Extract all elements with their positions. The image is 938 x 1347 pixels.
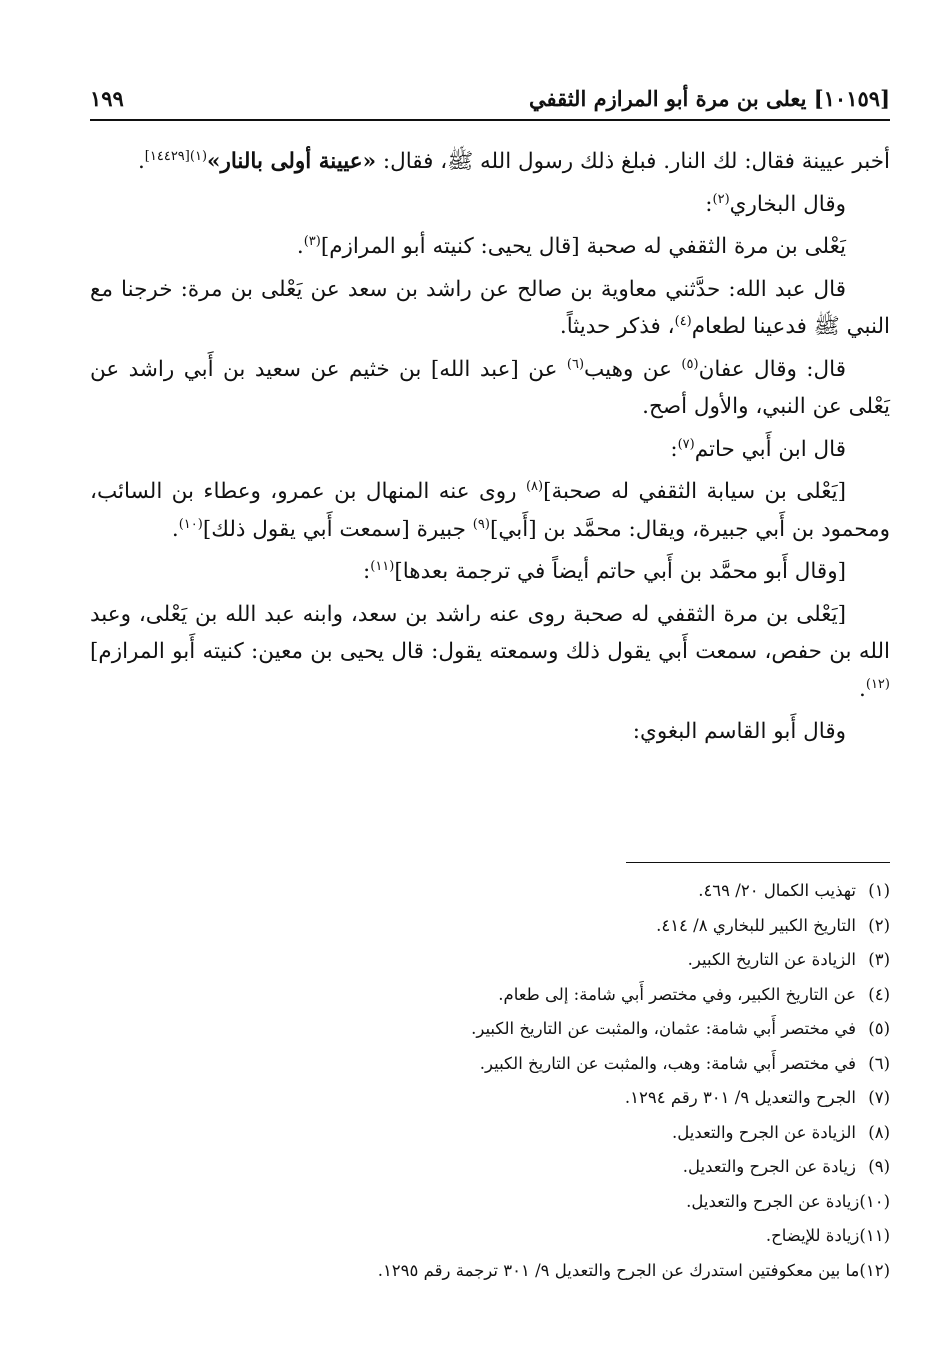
footnote-ref: (٩) — [472, 516, 490, 532]
footnote-text: تهذيب الكمال ٢٠/ ٤٦٩. — [698, 881, 856, 900]
footnote-item — [90, 1047, 890, 1082]
text-run: [وقال أَبو محمَّد بن أَبي حاتم أيضاً في ترجمة بعدها] — [394, 559, 846, 584]
footnote-number: (٨) — [868, 1122, 890, 1142]
text-run: [يَعْلى بن مرة الثقفي له صحبة روى عنه راشد بن سعد، وابنه عبد الله بن يَعْلى، وعبد الله بن حفص، سمعت أَبي يقول ذلك وسمعته يقول: قال يحيى بن معين: كنيته أَبو المرازم] — [90, 601, 890, 664]
footnote-item — [90, 1219, 890, 1254]
footnote-ref: (١٠) — [178, 516, 203, 532]
footnote-number: (٥) — [868, 1019, 890, 1038]
paragraph — [90, 228, 890, 266]
footnote-text: زيادة عن الجرح والتعديل. — [686, 1191, 860, 1211]
text-run: وقال أَبو القاسم البغوي: — [632, 719, 846, 744]
footnote-text: عن التاريخ الكبير، وفي مختصر أَبي شامة: إلى طعام. — [498, 984, 856, 1004]
text-run: روى عنه المنهال بن عمرو، وعطاء بن السائب، ومحمود بن أَبي جبيرة، ويقال: محمَّد بن [أَبي] — [90, 479, 890, 542]
footnote-ref: (١١) — [370, 558, 395, 574]
footnote-item — [90, 1012, 890, 1047]
footnote-number: (٧) — [868, 1088, 890, 1107]
header-divider — [90, 119, 890, 121]
footnote-item — [90, 1081, 890, 1116]
footnote-number: (٤) — [868, 984, 890, 1004]
paragraph — [90, 143, 890, 181]
page-header — [90, 86, 890, 118]
footnote-number: (١) — [868, 881, 890, 900]
footnote-text: زيادة للإيضاح. — [765, 1226, 860, 1245]
text-run: يَعْلى بن مرة الثقفي له صحبة [قال يحيى: كنيته أبو المرازم] — [320, 234, 846, 259]
paragraph — [90, 553, 890, 591]
footnote-item — [90, 978, 890, 1013]
paragraph — [90, 596, 890, 709]
footnote-divider — [626, 862, 890, 863]
footnote-ref: (٨) — [525, 478, 544, 494]
text-run: ، فذكر حديثاً. — [559, 314, 675, 339]
page-number: ١٩٩ — [90, 86, 124, 111]
footnote-number: (٦) — [868, 1053, 890, 1073]
footnote-ref: (١) — [189, 148, 208, 164]
footnote-item — [90, 909, 890, 944]
text-run: وقال البخاري — [729, 191, 846, 217]
footnote-text: في مختصر أَبي شامة: عثمان، والمثبت عن التاريخ الكبير. — [471, 1019, 856, 1038]
paragraph — [90, 431, 890, 469]
main-text — [90, 143, 890, 751]
footnote-ref: (١٢) — [865, 676, 890, 692]
text-run: قال: وقال عفان — [698, 356, 847, 382]
footnote-text: التاريخ الكبير للبخاري ٨/ ٤١٤. — [656, 915, 856, 935]
text-run: . — [171, 516, 179, 542]
footnote-text: ما بين معكوفتين استدرك عن الجرح والتعديل ٩/ ٣٠١ ترجمة رقم ١٢٩٥. — [377, 1260, 860, 1280]
text-run: قال ابن أَبي حاتم — [694, 436, 846, 462]
header-title: [١٠١٥٩] يعلى بن مرة أبو المرازم الثقفي — [528, 86, 890, 111]
footnote-item — [90, 1185, 890, 1220]
text-run: أخبر عيينة فقال: لك النار. فبلغ ذلك رسول الله ﷺ، فقال: — [376, 149, 890, 174]
text-run: . — [296, 234, 304, 259]
footnote-number: (١١) — [859, 1226, 890, 1245]
paragraph — [90, 473, 890, 548]
footnote-text: الزيادة عن الجرح والتعديل. — [672, 1122, 856, 1142]
text-run: جبيرة [سمعت أَبي يقول ذلك] — [202, 516, 473, 542]
footnote-item — [90, 943, 890, 978]
footnote-text: زيادة عن الجرح والتعديل. — [682, 1157, 856, 1176]
footnote-item — [90, 1116, 890, 1151]
text-run: عن وهيب — [584, 356, 682, 382]
text-run: : — [670, 436, 678, 462]
footnote-ref: (٢) — [712, 191, 730, 207]
text-run: : — [362, 559, 371, 584]
paragraph — [90, 271, 890, 346]
footnote-number: (٣) — [868, 950, 890, 969]
cross-ref: [١٤٤٢٩] — [144, 148, 190, 164]
footnote-number: (٩) — [868, 1157, 890, 1176]
bold-quote: «عيينة أولى بالنار» — [207, 149, 377, 174]
text-run: . — [859, 676, 866, 702]
text-run: عن [عبد الله] بن خثيم عن سعيد بن أَبي راشد عن يَعْلى عن النبي، والأول أصح. — [90, 356, 890, 419]
footnote-item — [90, 1150, 890, 1185]
footnote-number: (١٢) — [859, 1260, 890, 1280]
footnote-ref: (٦) — [566, 356, 585, 372]
footnote-ref: (٣) — [303, 233, 321, 249]
footnote-ref: (٤) — [674, 313, 692, 329]
text-run: : — [705, 191, 713, 217]
text-run: قال عبد الله: حدَّثني معاوية بن صالح عن راشد بن سعد عن يَعْلى بن مرة: خرجنا مع النبي ﷺ فدعينا لطعام — [90, 276, 890, 339]
paragraph — [90, 186, 890, 224]
footnote-ref: (٧) — [677, 436, 695, 452]
footnote-text: الزيادة عن التاريخ الكبير. — [687, 950, 856, 969]
footnote-number: (٢) — [868, 915, 890, 935]
footnotes — [90, 874, 890, 1288]
footnote-text: الجرح والتعديل ٩/ ٣٠١ رقم ١٢٩٤. — [624, 1088, 856, 1107]
text-run: . — [137, 149, 145, 174]
footnote-number: (١٠) — [859, 1191, 890, 1211]
footnote-ref: (٥) — [681, 356, 699, 372]
footnote-text: في مختصر أَبي شامة: وهب، والمثبت عن التاريخ الكبير. — [479, 1053, 856, 1073]
paragraph — [90, 351, 890, 426]
footnote-item — [90, 1254, 890, 1289]
text-run: [يَعْلى بن سيابة الثقفي له صحبة] — [543, 479, 846, 504]
footnote-item — [90, 874, 890, 909]
paragraph — [90, 713, 890, 751]
